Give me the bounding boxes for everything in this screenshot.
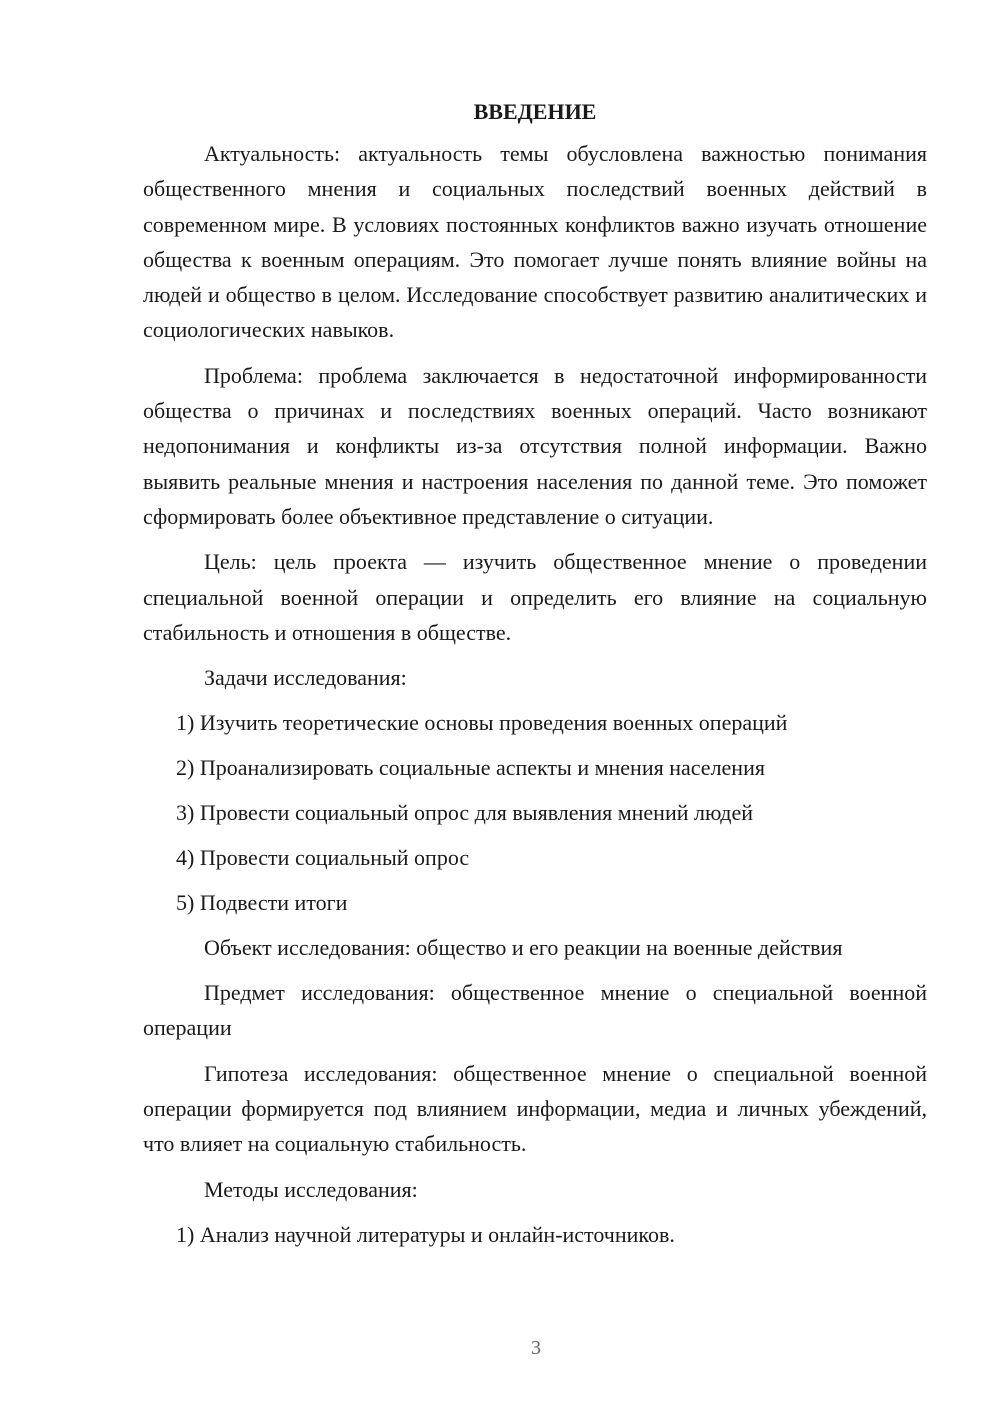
page-number: 3 xyxy=(531,1337,541,1359)
list-item: 3) Провести социальный опрос для выявления мнений людей xyxy=(176,800,754,826)
relevance-paragraph: Актуальность: актуальность темы обусловлена важностью понимания общественного мнения и социальных последствий военных действий в современном мире. В условиях постоянных конфликтов важно изучать отношение общества к военным операциям. Это помогает лучше понять влияние войны на людей и общество в целом. Исследование способствует развитию аналитических и социологических навыков. xyxy=(143,141,927,343)
tasks-list xyxy=(143,705,927,920)
section-title: ВВЕДЕНИЕ xyxy=(473,99,597,124)
list-item: 1) Анализ научной литературы и онлайн-источников. xyxy=(176,1221,675,1247)
list-item: 1) Изучить теоретические основы проведения военных операций xyxy=(176,710,788,736)
list-item: 2) Проанализировать социальные аспекты и мнения населения xyxy=(176,755,765,781)
object-line: Объект исследования: общество и его реакции на военные действия xyxy=(204,935,843,961)
subject-paragraph: Предмет исследования: общественное мнение о специальной военной операции xyxy=(143,980,927,1041)
hypothesis-paragraph: Гипотеза исследования: общественное мнение о специальной военной операции формируется под влиянием информации, медиа и личных убеждений, что влияет на социальную стабильность. xyxy=(143,1060,927,1157)
methods-label: Методы исследования: xyxy=(204,1176,418,1202)
problem-paragraph: Проблема: проблема заключается в недостаточной информированности общества о причинах и последствиях военных операций. Часто возникают недопонимания и конфликты из-за отсутствия полной информации. Важно выявить реальные мнения и настроения населения по данной теме. Это поможет сформировать более объективное представление о ситуации. xyxy=(143,362,927,529)
list-item: 4) Провести социальный опрос xyxy=(176,845,470,871)
tasks-label: Задачи исследования: xyxy=(204,665,407,691)
methods-list xyxy=(143,1217,927,1252)
document-page xyxy=(143,94,927,1252)
goal-paragraph: Цель: цель проекта — изучить общественное мнение о проведении специальной военной операции и определить его влияние на социальную стабильность и отношения в обществе. xyxy=(143,549,927,645)
list-item: 5) Подвести итоги xyxy=(176,890,348,916)
